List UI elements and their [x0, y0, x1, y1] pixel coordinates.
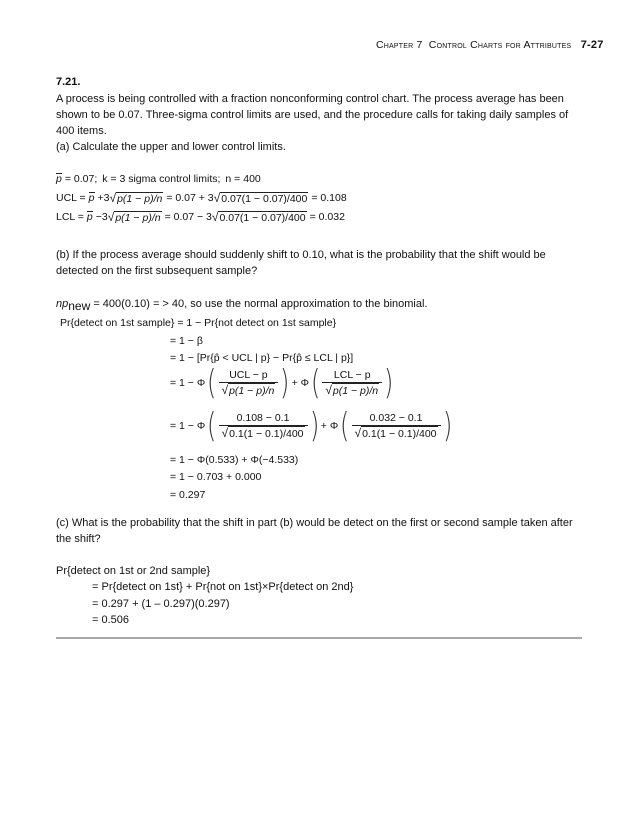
- fraction-ucl: [219, 369, 279, 398]
- problem-number: 7.21.: [56, 76, 81, 88]
- p-bar-symbol: p: [88, 192, 95, 204]
- fraction-denominator: √p(1 − p)/n: [325, 382, 379, 397]
- ucl-lhs: UCL =: [56, 192, 86, 204]
- fraction-numerator: LCL − p: [322, 369, 382, 383]
- p-bar-symbol: p: [56, 173, 62, 185]
- lcl-equation: [56, 210, 345, 224]
- sqrt-icon: √: [221, 382, 229, 397]
- fraction-denominator: √0.1(1 − 0.1)/400: [221, 425, 304, 440]
- page-number: 7-27: [580, 39, 604, 51]
- detect-line-4: [170, 363, 395, 403]
- part-a-question: (a) Calculate the upper and lower control limits.: [56, 141, 286, 153]
- fraction-numerator: UCL − p: [219, 369, 279, 383]
- left-paren-icon: (: [340, 406, 350, 446]
- given-pbar: = 0.07;: [64, 173, 98, 185]
- line4-mid: + Φ: [291, 377, 310, 389]
- sqrt-icon: √: [109, 191, 117, 205]
- given-values: [56, 173, 261, 185]
- ucl-expr: = 0.07 + 3: [166, 192, 214, 204]
- np-new-line: [56, 297, 428, 313]
- right-paren-icon: ): [442, 406, 452, 446]
- line4-lead: = 1 − Φ: [170, 377, 206, 389]
- detect-line-6: = 1 − Φ(0.533) + Φ(−4.533): [170, 454, 299, 466]
- fraction-denominator: √p(1 − p)/n: [221, 382, 275, 397]
- p-bar-symbol: p: [86, 211, 93, 223]
- lcl-result: = 0.032: [309, 211, 345, 223]
- part-c-line-2: = Pr{detect on 1st} + Pr{not on 1st}×Pr{detect on 2nd}: [92, 581, 354, 593]
- sqrt-icon: √: [107, 210, 115, 224]
- detect-line-8: = 0.297: [170, 489, 206, 501]
- sqrt-icon: √: [211, 210, 219, 224]
- fraction-lcl-numeric: [352, 412, 441, 441]
- fraction-numerator: 0.108 − 0.1: [219, 412, 308, 426]
- sqrt-icon: √: [354, 425, 362, 440]
- fraction-lcl: [322, 369, 382, 398]
- given-n: n = 400: [225, 173, 261, 185]
- detect-line-5: [170, 406, 454, 446]
- right-paren-icon: ): [280, 363, 290, 403]
- fraction-numerator: 0.032 − 0.1: [352, 412, 441, 426]
- ucl-result: = 0.108: [311, 192, 347, 204]
- fraction-denominator: √0.1(1 − 0.1)/400: [354, 425, 437, 440]
- lcl-root: p(1 − p)/n: [115, 211, 161, 224]
- detect-line-1: Pr{detect on 1st sample} = 1 − Pr{not detect on 1st sample}: [60, 317, 337, 329]
- section-divider: [56, 637, 582, 639]
- np-subscript: new: [68, 299, 91, 314]
- line5-lead: = 1 − Φ: [170, 420, 206, 432]
- lcl-expr: = 0.07 − 3: [164, 211, 212, 223]
- right-paren-icon: ): [309, 406, 319, 446]
- part-c-question: (c) What is the probability that the shift in part (b) would be detect on the first or second sample taken after the shift?: [56, 517, 573, 545]
- sqrt-icon: √: [221, 425, 229, 440]
- np-symbol: np: [56, 298, 69, 310]
- left-paren-icon: (: [207, 363, 217, 403]
- left-paren-icon: (: [311, 363, 321, 403]
- left-paren-icon: (: [207, 406, 217, 446]
- detect-line-7: = 1 − 0.703 + 0.000: [170, 471, 262, 483]
- part-c-line-4: = 0.506: [92, 614, 130, 626]
- part-c-line-1: Pr{detect on 1st or 2nd sample}: [56, 565, 211, 577]
- sqrt-icon: √: [213, 191, 221, 205]
- lcl-minus3: −3: [95, 211, 108, 223]
- detect-line-3: = 1 − [Pr{p̂ < UCL | p} − Pr{p̂ ≤ LCL | p}]: [170, 352, 354, 364]
- line5-mid: + Φ: [320, 420, 339, 432]
- chapter-label: Chapter 7: [376, 39, 423, 51]
- sqrt-icon: √: [325, 382, 332, 397]
- ucl-equation: [56, 191, 347, 205]
- np-rest: = 400(0.10) = > 40, so use the normal approximation to the binomial.: [90, 298, 428, 310]
- part-c-line-3: = 0.297 + (1 – 0.297)(0.297): [92, 598, 230, 610]
- lcl-lhs: LCL =: [56, 211, 84, 223]
- right-paren-icon: ): [384, 363, 394, 403]
- ucl-root: p(1 − p)/n: [117, 192, 163, 205]
- ucl-inner: 0.07(1 − 0.07)/400: [221, 192, 308, 205]
- given-k: k = 3 sigma control limits;: [102, 173, 221, 185]
- part-b-question: (b) If the process average should suddenly shift to 0.10, what is the probability that the shift would be detected on the first subsequent sample?: [56, 249, 546, 277]
- chapter-title: Control Charts for Attributes: [428, 39, 572, 51]
- running-header: [376, 39, 604, 51]
- detect-line-2: = 1 − β: [170, 335, 203, 347]
- problem-statement: A process is being controlled with a fraction nonconforming control chart. The process average has been shown to be 0.07. Three-sigma control limits are used, and the procedure calls for taking daily samples of 400 items.: [56, 93, 569, 137]
- ucl-plus3: +3: [97, 192, 110, 204]
- fraction-ucl-numeric: [219, 412, 308, 441]
- lcl-inner: 0.07(1 − 0.07)/400: [219, 211, 306, 224]
